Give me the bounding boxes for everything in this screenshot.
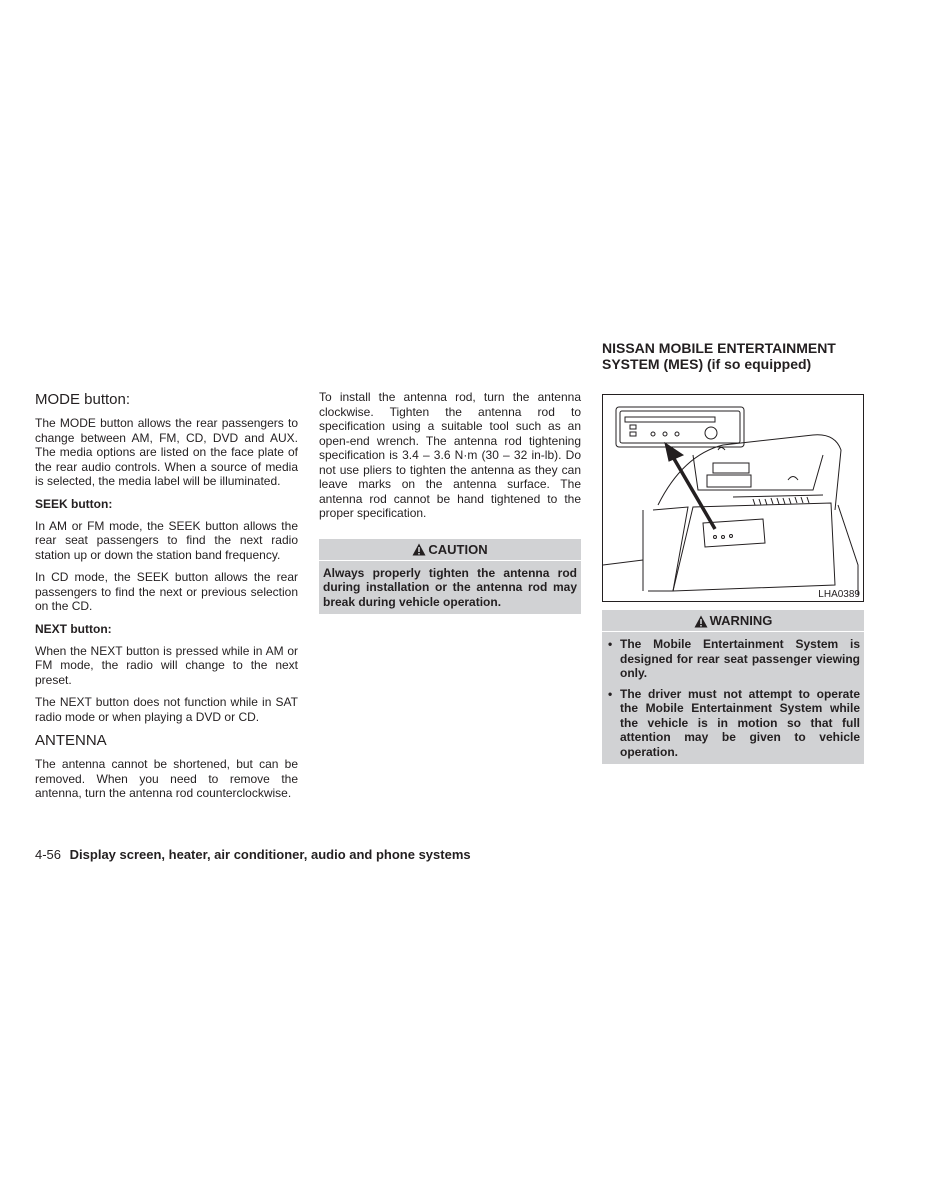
mode-button-text: The MODE button allows the rear passengers to change between AM, FM, CD, DVD and AUX. The media options are listed on the face plate of the rear audio controls. When a source of media is selected, the media label will be illuminated. — [35, 416, 298, 488]
warning-label: WARNING — [709, 613, 773, 628]
page-footer — [35, 847, 471, 863]
section-title-line2: SYSTEM (MES) (if so equipped) — [602, 356, 812, 372]
bullet-icon: • — [608, 686, 613, 701]
left-column — [35, 391, 298, 809]
seek-button-text-2: In CD mode, the SEEK button allows the rear passengers to find the next or previous selection on the CD. — [35, 570, 298, 613]
right-column — [602, 340, 864, 764]
antenna-heading: ANTENNA — [35, 732, 107, 749]
antenna-install-text: To install the antenna rod, turn the antenna clockwise. Tighten the antenna rod to specification using a suitable tool such as an open-end wrench. The antenna rod tightening specification is 3.4 – 3.6 N·m (30 – 32 in-lb). Do not use pliers to tighten the antenna as they can leave marks on the antenna surface. The antenna rod cannot be hand tightened to the proper specification. — [319, 390, 581, 520]
mes-illustration — [603, 395, 863, 601]
seek-button-heading: SEEK button: — [35, 496, 113, 511]
section-title — [602, 340, 864, 372]
warning-header — [602, 610, 864, 632]
warning-item — [606, 687, 860, 760]
warning-item-text: The Mobile Entertainment System is designed for rear seat passenger viewing only. — [620, 637, 860, 680]
warning-item-text: The driver must not attempt to operate the Mobile Entertainment System while the vehicle is in motion so that full attention may be given to vehicle operation. — [620, 686, 860, 759]
middle-column — [319, 390, 581, 614]
next-button-heading: NEXT button: — [35, 621, 112, 636]
bullet-icon: • — [608, 637, 613, 651]
chapter-title: Display screen, heater, air conditioner, audio and phone systems — [69, 847, 471, 862]
warning-triangle-icon — [694, 615, 708, 628]
warning-triangle-icon — [412, 543, 426, 556]
caution-label: CAUTION — [428, 541, 488, 557]
figure-code: LHA0389 — [818, 589, 860, 600]
seek-button-text-1: In AM or FM mode, the SEEK button allows the rear seat passengers to find the next radio station up or down the station band frequency. — [35, 518, 298, 562]
next-button-text-2: The NEXT button does not function while in SAT radio mode or when playing a DVD or CD. — [35, 695, 298, 724]
warning-box — [602, 610, 864, 764]
warning-body — [602, 632, 864, 764]
antenna-text: The antenna cannot be shortened, but can be removed. When you need to remove the antenna, turn the antenna rod counterclockwise. — [35, 757, 298, 800]
section-title-line1: NISSAN MOBILE ENTERTAINMENT — [602, 340, 836, 356]
mode-button-heading: MODE button: — [35, 391, 131, 408]
warning-item — [606, 637, 860, 681]
caution-header — [319, 539, 581, 561]
next-button-text-1: When the NEXT button is pressed while in AM or FM mode, the radio will change to the next preset. — [35, 643, 298, 687]
caution-box — [319, 539, 581, 615]
warning-list — [606, 637, 860, 759]
caution-text: Always properly tighten the antenna rod during installation or the antenna rod may break during vehicle operation. — [323, 565, 577, 609]
mes-figure — [602, 394, 864, 602]
page-number: 4-56 — [35, 847, 62, 862]
